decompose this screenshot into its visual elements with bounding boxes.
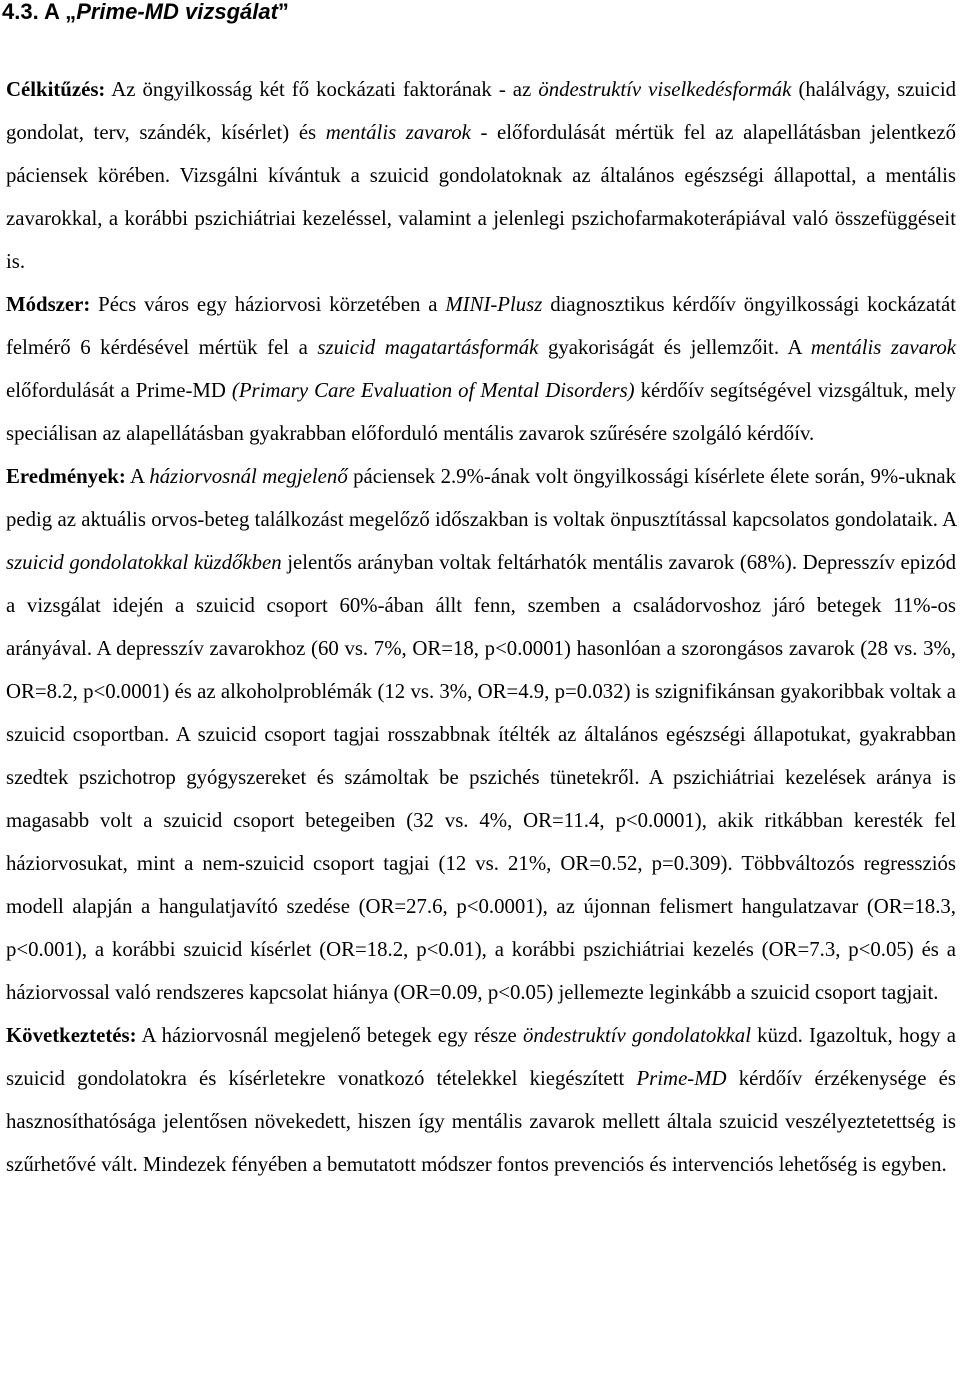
conclusion-label: Következtetés:: [6, 1024, 137, 1047]
method-emphasis: (Primary Care Evaluation of Mental Disorders): [231, 379, 635, 402]
method-text: Pécs város egy háziorvosi körzetében a: [90, 293, 446, 316]
section-heading: [2, 0, 289, 24]
method-label: Módszer:: [6, 293, 91, 316]
method-text: gyakoriságát és jellemzőit. A: [538, 336, 811, 359]
results-emphasis: szuicid gondolatokkal küzdőkben: [6, 551, 282, 574]
results-emphasis: háziorvosnál megjelenő: [149, 465, 348, 488]
method-emphasis: mentális zavarok: [810, 336, 956, 359]
conclusion-text: A háziorvosnál megjelenő betegek egy része: [136, 1024, 523, 1047]
aim-label: Célkitűzés:: [6, 78, 106, 101]
method-text: előfordulását a Prime-MD: [6, 379, 232, 402]
heading-prefix: A „: [44, 0, 77, 24]
aim-emphasis: öndestruktív viselkedésformák: [538, 78, 792, 101]
conclusion-emphasis: öndestruktív gondolatokkal: [522, 1024, 751, 1047]
method-emphasis: szuicid magatartásformák: [317, 336, 539, 359]
conclusion-paragraph: [6, 1014, 956, 1186]
method-emphasis: MINI-Plusz: [445, 293, 543, 316]
aim-text: (halálvágy, szuicid gondolat, terv, szándék, kísérlet) és: [6, 78, 957, 144]
results-text: páciensek 2.9%-ának volt öngyilkossági kísérlete élete során, 9%-uknak pedig az aktuális orvos-beteg találkozást megelőző időszakban is voltak önpusztítással kapcsolatos gondolataik. A: [6, 465, 956, 531]
method-text: kérdőív segítségével vizsgáltuk, mely speciálisan az alapellátásban gyakrabban előforduló mentális zavarok szűrésére szolgáló kérdőív.: [6, 379, 956, 445]
conclusion-emphasis: Prime-MD: [636, 1067, 727, 1090]
aim-paragraph: [6, 68, 956, 283]
results-label: Eredmények:: [6, 465, 126, 488]
method-text: diagnosztikus kérdőív öngyilkossági kockázatát felmérő 6 kérdésével mértük fel a: [6, 293, 956, 359]
heading-title: Prime-MD vizsgálat: [76, 0, 278, 24]
aim-text: - előfordulását mértük fel az alapellátásban jelentkező páciensek körében. Vizsgálni kívántuk a szuicid gondolatoknak az általános egészségi állapottal, a mentális zavarokkal, a korábbi pszichiátriai kezeléssel, valamint a jelenlegi pszichofarmakoterápiával való összefüggéseit is.: [6, 121, 956, 273]
abstract-body: [6, 68, 956, 1186]
method-paragraph: [6, 283, 956, 455]
results-paragraph: [6, 455, 956, 1014]
results-text: jelentős arányban voltak feltárhatók mentális zavarok (68%). Depresszív epizód a vizsgálat idején a szuicid csoport 60%-ában állt fenn, szemben a családorvoshoz járó betegek 11%-os arányával. A depresszív zavarokhoz (60 vs. 7%, OR=18, p<0.0001) hasonlóan a szorongásos zavarok (28 vs. 3%, OR=8.2, p<0.0001) és az alkoholproblémák (12 vs. 3%, OR=4.9, p=0.032) is szignifikánsan gyakoribbak voltak a szuicid csoportban. A szuicid csoport tagjai rosszabbnak ítélték az általános egészségi állapotukat, gyakrabban szedtek pszichotrop gyógyszereket és számoltak be pszichés tünetekről. A pszichiátriai kezelések aránya is magasabb volt a szuicid csoport betegeiben (32 vs. 4%, OR=11.4, p<0.0001), akik ritkábban keresték fel háziorvosukat, mint a nem-szuicid csoport tagjai (12 vs. 21%, OR=0.52, p=0.309). Többváltozós regressziós modell alapján a hangulatjavító szedése (OR=27.6, p<0.0001), az újonnan felismert hangulatzavar (OR=18.3, p<0.001), a korábbi szuicid kísérlet (OR=18.2, p<0.01), a korábbi pszichiátriai kezelés (OR=7.3, p<0.05) és a háziorvossal való rendszeres kapcsolat hiánya (OR=0.09, p<0.05) jellemezte leginkább a szuicid csoport tagjait.: [6, 551, 956, 1004]
conclusion-text: kérdőív érzékenysége és hasznosíthatósága jelentősen növekedett, hiszen így mentális zavarok mellett általa szuicid veszélyeztetettség is szűrhetővé vált. Mindezek fényében a bemutatott módszer fontos prevenciós és intervenciós lehetőség is egyben.: [6, 1067, 956, 1176]
results-text: A: [125, 465, 150, 488]
aim-emphasis: mentális zavarok: [325, 121, 471, 144]
aim-text: Az öngyilkosság két fő kockázati faktorának - az: [105, 78, 539, 101]
section-number: 4.3.: [2, 0, 39, 24]
heading-suffix: ”: [277, 0, 289, 24]
conclusion-text: küzd. Igazoltuk, hogy a szuicid gondolatokra és kísérletekre vonatkozó tételekkel kiegészített: [6, 1024, 956, 1090]
